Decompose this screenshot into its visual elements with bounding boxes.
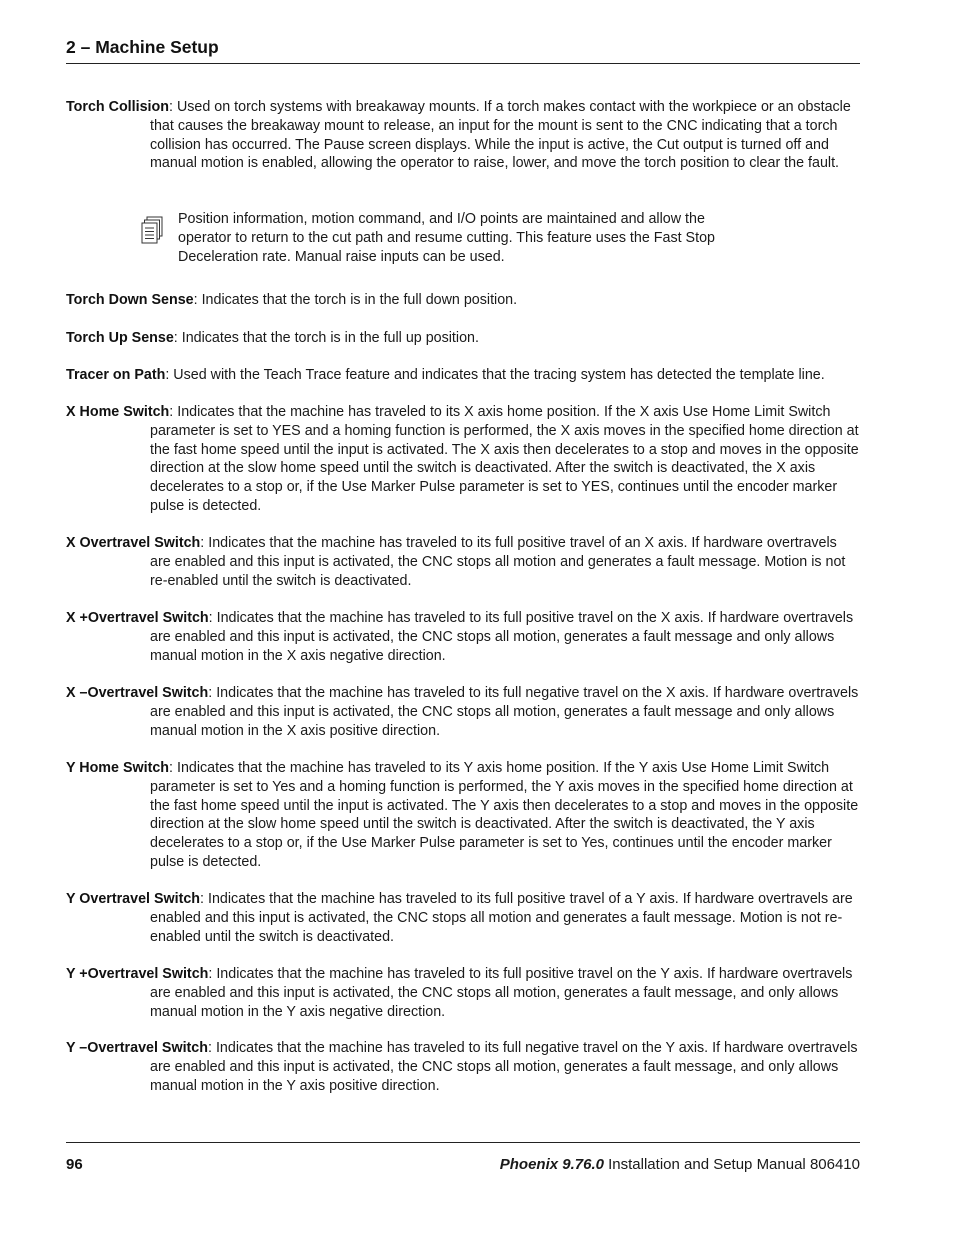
definition-x-minus-overtravel-switch xyxy=(66,684,860,740)
definition-term: Tracer on Path xyxy=(66,367,166,383)
definition-term: Torch Up Sense xyxy=(66,330,174,346)
definition-tracer-on-path xyxy=(66,366,860,385)
definition-x-overtravel-switch xyxy=(66,534,860,590)
definition-text: : Indicates that the machine has traveled to its full positive travel on the Y axis. If hardware overtravels are enabled and this input is activated, the CNC stops all motion, generates a fault message, and only allows manual motion in the Y axis negative direction. xyxy=(150,966,853,1020)
definition-y-plus-overtravel-switch xyxy=(66,965,860,1021)
definition-text: : Used on torch systems with breakaway mounts. If a torch makes contact with the workpiece or an obstacle that causes the breakaway mount to release, an input for the mount is sent to the CNC indicating that a torch collision has occurred. The Pause screen displays. While the input is active, the Cut output is turned off and manual motion is enabled, allowing the operator to raise, lower, and move the torch position to clear the fault. xyxy=(150,99,851,172)
definition-term: Y Home Switch xyxy=(66,760,170,776)
header-divider xyxy=(66,63,860,64)
page-number: 96 xyxy=(66,1156,83,1173)
definition-text: : Indicates that the machine has traveled to its full positive travel on the X axis. If hardware overtravels are enabled and this input is activated, the CNC stops all motion, generates a fault message and only allows manual motion in the X axis negative direction. xyxy=(150,610,854,664)
definition-text: : Indicates that the machine has traveled to its full positive travel of a Y axis. If hardware overtravels are enabled and this input is activated, the CNC stops all motion and generates a fault message. Motion is not re-enabled until the switch is deactivated. xyxy=(150,891,853,945)
definition-term: Y –Overtravel Switch xyxy=(66,1040,208,1056)
part-number: 806410 xyxy=(809,1156,860,1173)
definition-y-home-switch xyxy=(66,759,860,872)
definition-term: X –Overtravel Switch xyxy=(66,685,209,701)
definition-x-plus-overtravel-switch xyxy=(66,609,860,665)
definition-term: X Overtravel Switch xyxy=(66,535,201,551)
definition-term: Y Overtravel Switch xyxy=(66,891,201,907)
definition-text: : Indicates that the machine has traveled to its full negative travel on the Y axis. If hardware overtravels are enabled and this input is activated, the CNC stops all motion, generates a fault message, and only allows manual motion in the Y axis positive direction. xyxy=(150,1040,858,1094)
definition-text: : Indicates that the torch is in the full down position. xyxy=(193,292,518,308)
definition-term: Torch Collision xyxy=(66,99,169,115)
definition-y-overtravel-switch xyxy=(66,890,860,946)
footer-divider xyxy=(66,1142,860,1143)
definition-x-home-switch xyxy=(66,403,860,516)
note-text: Position information, motion command, and I/O points are maintained and allow the operator to return to the cut path and resume cutting. This feature uses the Fast Stop Deceleration rate. Manual raise inputs can be used. xyxy=(178,211,715,265)
definition-text: : Indicates that the machine has traveled to its full positive travel of an X axis. If hardware overtravels are enabled and this input is activated, the CNC stops all motion and generates a fault message. Motion is not re-enabled until the switch is deactivated. xyxy=(150,535,846,589)
definition-term: X +Overtravel Switch xyxy=(66,610,209,626)
definition-torch-collision xyxy=(66,98,860,173)
definition-text: : Used with the Teach Trace feature and indicates that the tracing system has detected the template line. xyxy=(165,367,825,383)
definition-text: : Indicates that the machine has traveled to its full negative travel on the X axis. If hardware overtravels are enabled and this input is activated, the CNC stops all motion, generates a fault message and only allows manual motion in the X axis positive direction. xyxy=(150,685,859,739)
product-name: Phoenix 9.76.0 xyxy=(499,1156,604,1173)
definition-term: Y +Overtravel Switch xyxy=(66,966,209,982)
definition-text: : Indicates that the torch is in the full up position. xyxy=(173,330,479,346)
definition-text: : Indicates that the machine has traveled to its X axis home position. If the X axis Use Home Limit Switch parameter is set to YES and a homing function is performed, the X axis moves in the specified home direction at the fast home speed until the input is activated. The X axis then decelerates to a stop and moves in the opposite direction at the slow home speed until the switch is deactivated. After the switch is deactivated, the X axis decelerates to a stop or, if the Use Marker Pulse parameter is set to YES, continues until the encoder marker pulse is detected. xyxy=(150,404,859,514)
definition-y-minus-overtravel-switch xyxy=(66,1039,860,1095)
definition-term: Torch Down Sense xyxy=(66,292,194,308)
definition-term: X Home Switch xyxy=(66,404,170,420)
footer-document-info xyxy=(500,1156,860,1173)
page-header-title: 2 – Machine Setup xyxy=(66,37,219,57)
manual-title: Installation and Setup Manual xyxy=(608,1156,806,1173)
definition-text: : Indicates that the machine has traveled to its Y axis home position. If the Y axis Use Home Limit Switch parameter is set to Yes and a homing function is performed, the Y axis moves in the specified home direction at the fast home speed until the input is activated. The Y axis then decelerates to a stop and moves in the opposite direction at the slow home speed until the switch is deactivated. After the switch is deactivated, the Y axis decelerates to a stop or, if the Use Marker Pulse parameter is set to Yes, continues until the encoder marker pulse is detected. xyxy=(150,760,859,870)
definition-torch-down-sense xyxy=(66,291,860,310)
definition-torch-up-sense xyxy=(66,329,860,348)
note-pages-icon xyxy=(140,216,164,244)
